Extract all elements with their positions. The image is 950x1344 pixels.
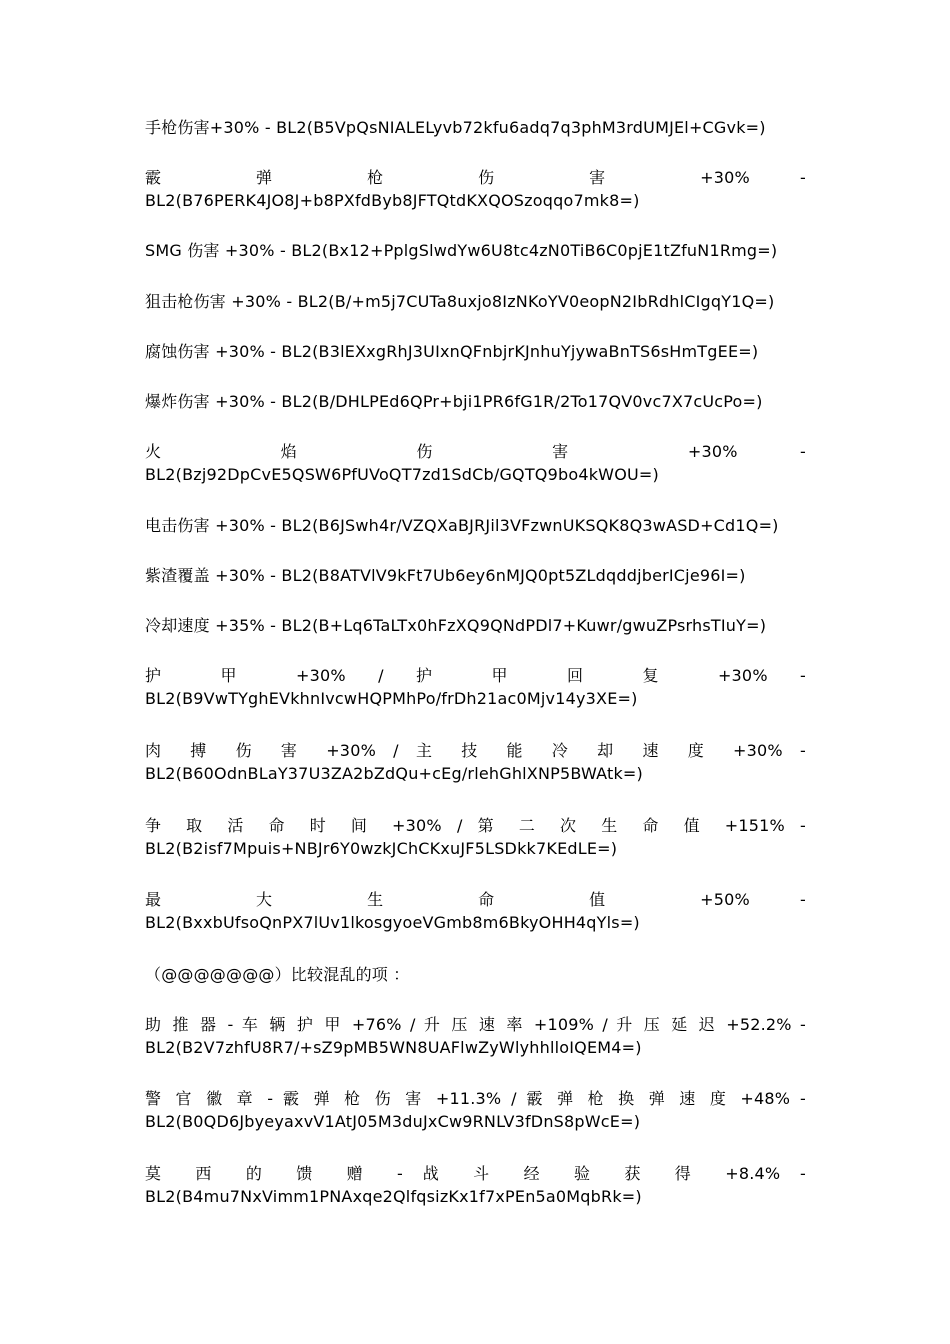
entry-corrosive-damage bbox=[145, 340, 806, 363]
entry-slag-coverage bbox=[145, 564, 806, 587]
entry-line: 莫 西 的 馈 赠 - 战 斗 经 验 获 得 +8.4% - bbox=[145, 1164, 806, 1183]
entry-line: 护 甲 +30% / 护 甲 回 复 +30% - bbox=[145, 666, 806, 685]
entry-line: 警 官 徽 章 - 霰 弹 枪 伤 害 +11.3% / 霰 弹 枪 换 弹 速 度 +48% - bbox=[145, 1089, 806, 1108]
entry-code-line: BL2(B4mu7NxVimm1PNAxqe2QlfqsizKx1f7xPEn5a0MqbRk=) bbox=[145, 1187, 642, 1206]
entry-line: 狙击枪伤害 +30% - BL2(B/+m5j7CUTa8uxjo8IzNKoYV0eopN2IbRdhlCIgqY1Q=) bbox=[145, 292, 775, 311]
entry-sniper-damage bbox=[145, 290, 806, 313]
entry-fire-damage bbox=[145, 440, 806, 486]
section-heading-mixed bbox=[145, 963, 806, 986]
entry-melee-damage bbox=[145, 739, 806, 785]
entry-code-line: BL2(B2V7zhfU8R7/+sZ9pMB5WN8UAFlwZyWlyhhlloIQEM4=) bbox=[145, 1038, 642, 1057]
entry-line: 腐蚀伤害 +30% - BL2(B3lEXxgRhJ3UIxnQFnbjrKJnhuYjywaBnTS6sHmTgEE=) bbox=[145, 342, 759, 361]
entry-line: 手枪伤害+30% - BL2(B5VpQsNIALELyvb72kfu6adq7q3phM3rdUMJEl+CGvk=) bbox=[145, 118, 766, 137]
entry-moxxi-gift bbox=[145, 1162, 806, 1208]
entry-cooldown-rate bbox=[145, 614, 806, 637]
entry-line: 肉 搏 伤 害 +30% / 主 技 能 冷 却 速 度 +30% - bbox=[145, 741, 806, 760]
entry-smg-damage bbox=[145, 239, 806, 262]
entry-line: SMG 伤害 +30% - BL2(Bx12+PplgSlwdYw6U8tc4zN0TiB6C0pjE1tZfuN1Rmg=) bbox=[145, 241, 778, 260]
entry-line: 冷却速度 +35% - BL2(B+Lq6TaLTx0hFzXQ9QNdPDl7+Kuwr/gwuZPsrhsTIuY=) bbox=[145, 616, 767, 635]
entry-code-line: BL2(B60OdnBLaY37U3ZA2bZdQu+cEg/rlehGhlXNP5BWAtk=) bbox=[145, 764, 643, 783]
entry-line: 霰 弹 枪 伤 害 +30% - bbox=[145, 168, 806, 187]
entry-booster bbox=[145, 1013, 806, 1059]
entry-line: 紫渣覆盖 +30% - BL2(B8ATVlV9kFt7Ub6ey6nMJQ0pt5ZLdqddjberICje96I=) bbox=[145, 566, 746, 585]
entry-line: 最 大 生 命 值 +50% - bbox=[145, 890, 806, 909]
entry-shield bbox=[145, 664, 806, 710]
entry-fight-for-life bbox=[145, 814, 806, 860]
entry-line: （@@@@@@@）比较混乱的项 ： bbox=[145, 965, 410, 984]
entry-officer-badge bbox=[145, 1087, 806, 1133]
entry-code-line: BL2(BxxbUfsoQnPX7lUv1lkosgyoeVGmb8m6BkyOHH4qYls=) bbox=[145, 913, 640, 932]
entry-code-line: BL2(B0QD6JbyeyaxvV1AtJ05M3duJxCw9RNLV3fDnS8pWcE=) bbox=[145, 1112, 641, 1131]
entry-code-line: BL2(B2isf7Mpuis+NBJr6Y0wzkJChCKxuJF5LSDkk7KEdLE=) bbox=[145, 839, 618, 858]
entry-line: 争 取 活 命 时 间 +30% / 第 二 次 生 命 值 +151% - bbox=[145, 816, 806, 835]
entry-code-line: BL2(B9VwTYghEVkhnIvcwHQPMhPo/frDh21ac0Mjv14y3XE=) bbox=[145, 689, 638, 708]
entry-explosive-damage bbox=[145, 390, 806, 413]
entry-line: 爆炸伤害 +30% - BL2(B/DHLPEd6QPr+bji1PR6fG1R/2To17QV0vc7X7cUcPo=) bbox=[145, 392, 763, 411]
entry-code-line: BL2(B76PERK4JO8J+b8PXfdByb8JFTQtdKXQOSzoqqo7mk8=) bbox=[145, 191, 640, 210]
entry-shotgun-damage bbox=[145, 166, 806, 212]
entry-line: 助 推 器 - 车 辆 护 甲 +76% / 升 压 速 率 +109% / 升 压 延 迟 +52.2% - bbox=[145, 1015, 806, 1034]
entry-line: 电击伤害 +30% - BL2(B6JSwh4r/VZQXaBJRJil3VFzwnUKSQK8Q3wASD+Cd1Q=) bbox=[145, 516, 779, 535]
entry-pistol-damage bbox=[145, 116, 806, 139]
entry-code-line: BL2(Bzj92DpCvE5QSW6PfUVoQT7zd1SdCb/GQTQ9bo4kWOU=) bbox=[145, 465, 659, 484]
entry-line: 火 焰 伤 害 +30% - bbox=[145, 442, 806, 461]
entry-shock-damage bbox=[145, 514, 806, 537]
entry-max-health bbox=[145, 888, 806, 934]
